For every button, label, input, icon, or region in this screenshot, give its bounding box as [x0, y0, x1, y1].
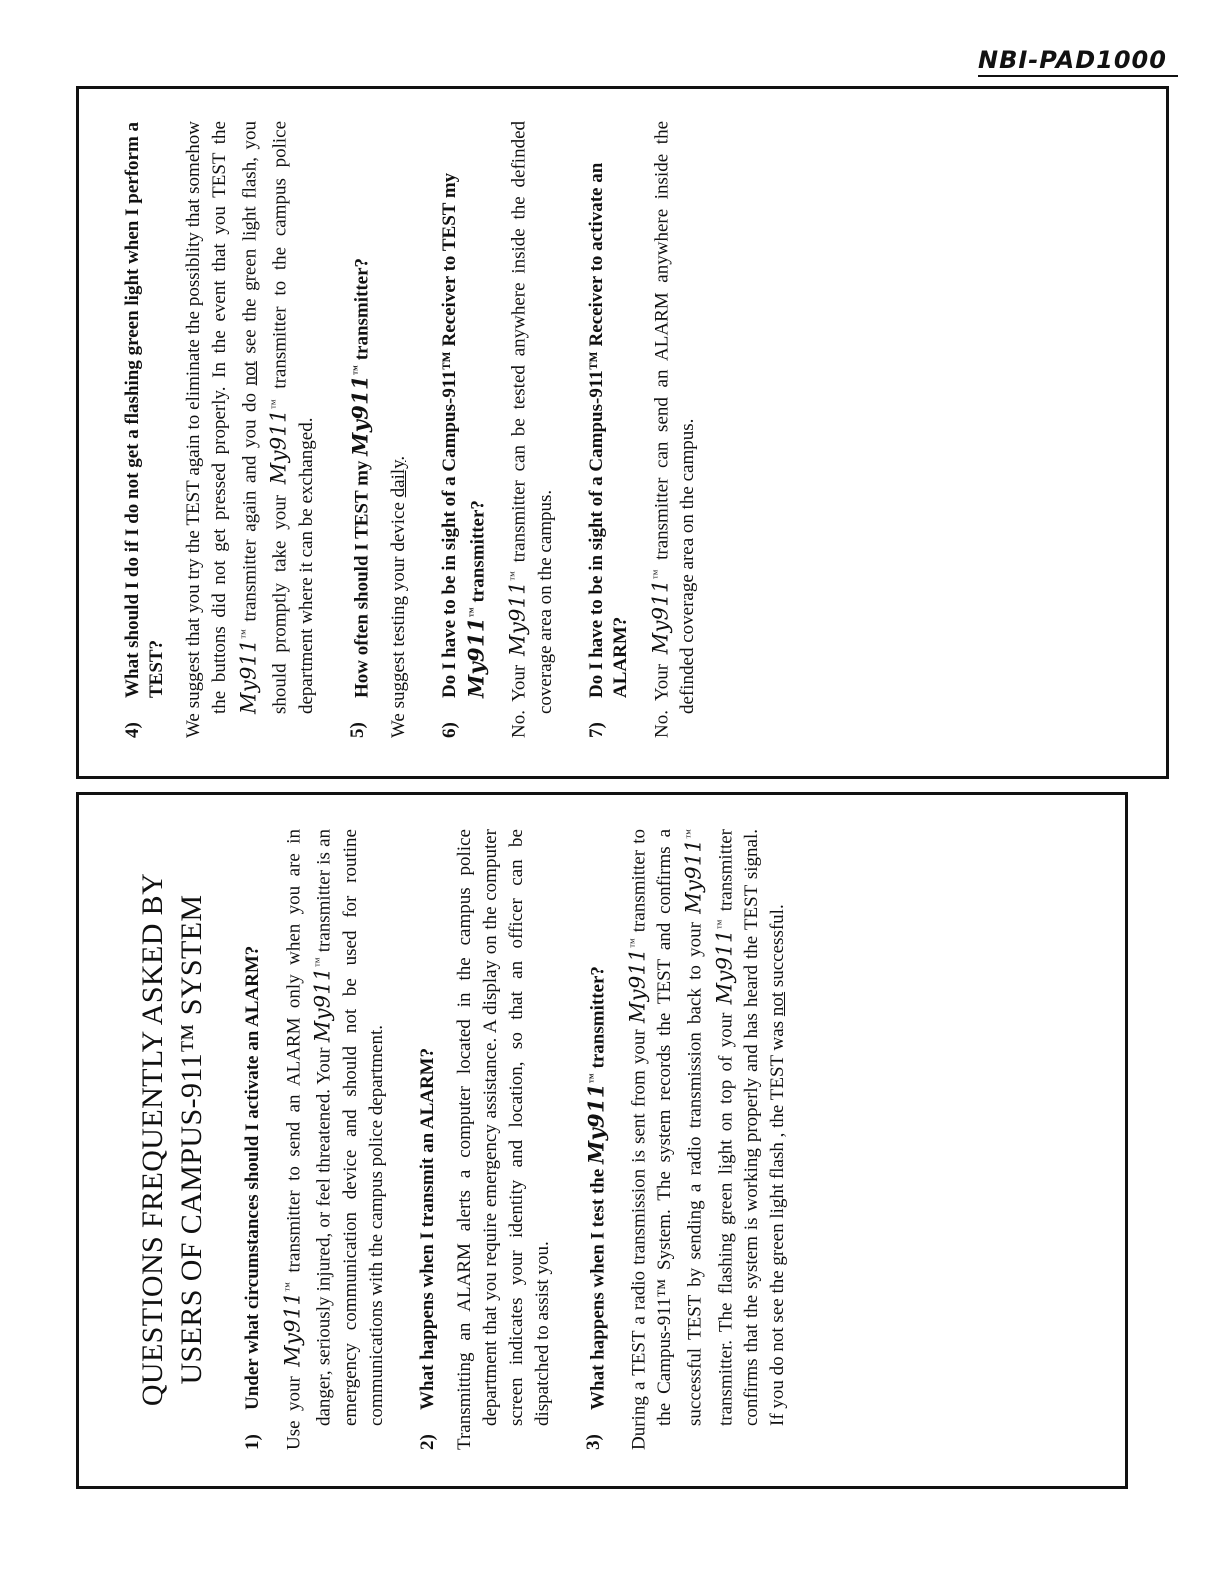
my911-logo: My911 — [463, 617, 489, 698]
trademark: ™ — [314, 957, 326, 968]
answer-text: transmitter again and you do — [239, 392, 261, 622]
my911-logo: My911 — [236, 639, 261, 714]
answer-4 — [181, 121, 320, 738]
trademark: ™ — [587, 1073, 599, 1084]
document-reference-number: NBI-PAD1000 — [978, 46, 1178, 77]
my911-logo: My911 — [582, 1083, 608, 1165]
answer-text: No. Your — [650, 663, 672, 738]
question-4 — [121, 121, 169, 738]
answer-2: Transmitting an ALARM alerts a computer located in the campus police department that you require emergency assistance. A display on the computer screen indicates your identity and location, so that an officer can be dispatched to assist you. — [453, 829, 553, 1450]
question-3 — [582, 829, 610, 1450]
trademark: ™ — [628, 938, 640, 949]
trademark: ™ — [685, 829, 697, 839]
question-number: 1) — [242, 1434, 263, 1450]
answer-text: transmitter confirms that the system is working properly and has heard the TEST signal. If you do not see the green light flash , the TEST was — [714, 828, 788, 1426]
question-text-part: transmitter? — [350, 257, 372, 361]
answer-text: transmitter can send an ALARM anywhere inside the definded coverage area on the campus. — [650, 120, 698, 714]
trademark: ™ — [715, 919, 727, 930]
question-text-part: transmitter? — [586, 966, 608, 1069]
trademark: ™ — [284, 1282, 295, 1292]
trademark: ™ — [351, 365, 363, 376]
my911-logo: My911 — [266, 409, 291, 485]
question-6 — [438, 121, 490, 738]
faq-title-line-2: USERS OF CAMPUS-911™ SYSTEM — [175, 894, 208, 1385]
answer-5 — [386, 121, 412, 738]
trademark: ™ — [467, 607, 479, 618]
question-text: What should I do if I do not get a flashing green light when I perform a TEST? — [122, 121, 167, 698]
answer-text: transmitter can be tested anywhere inside the definded coverage area on the campus. — [508, 121, 556, 714]
my911-logo: My911 — [711, 929, 736, 1005]
my911-logo: My911 — [346, 375, 372, 456]
faq-panel-right-content — [79, 89, 1166, 776]
question-text-part: transmitter? — [467, 500, 489, 603]
question-1 — [241, 829, 265, 1450]
question-text — [582, 829, 610, 1410]
trademark: ™ — [270, 399, 282, 410]
question-text — [438, 121, 490, 698]
my911-logo: My911 — [681, 838, 706, 914]
trademark: ™ — [651, 569, 663, 580]
my911-logo: My911 — [647, 579, 672, 655]
question-text: Under what circumstances should I activate an ALARM? — [242, 945, 263, 1410]
answer-6 — [502, 121, 558, 738]
faq-panel-left — [76, 792, 1128, 1489]
question-5 — [346, 121, 374, 738]
underlined-word: not — [766, 991, 788, 1017]
question-number: 5) — [346, 722, 368, 738]
my911-logo: My911 — [310, 967, 335, 1043]
question-number: 2) — [416, 1434, 438, 1450]
answer-text: We suggest testing your device — [387, 502, 409, 738]
question-text-part: What happens when I test the — [586, 1168, 608, 1410]
underlined-word: daily — [387, 460, 409, 498]
question-text-part: How often should I TEST my — [350, 460, 372, 698]
answer-text: transmitter to send an ALARM only when you are in danger, seriously injured, or feel threatened. Your — [283, 829, 335, 1426]
my911-logo: My911 — [505, 581, 530, 656]
question-7 — [585, 121, 633, 738]
faq-title-line-1: QUESTIONS FREQUENTLY ASKED BY — [136, 872, 169, 1407]
answer-text: transmitter to the Campus-911™ System. The system records the TEST and confirms a successful TEST by sending a radio transmission back to your — [628, 828, 706, 1426]
answer-text: transmitter is an emergency communication device and should not be used for routine communications with the campus police department. — [313, 828, 387, 1426]
faq-panel-right — [76, 86, 1169, 779]
faq-panel-left-content — [79, 795, 1125, 1486]
answer-text: transmitter to the campus police department where it can be exchanged. — [269, 120, 317, 714]
trademark: ™ — [509, 571, 521, 582]
question-2 — [416, 829, 440, 1450]
question-text: Do I have to be in sight of a Campus-911™ Receiver to activate an ALARM? — [585, 162, 631, 698]
answer-3 — [622, 829, 791, 1450]
trademark: ™ — [240, 629, 251, 640]
question-number: 7) — [585, 722, 607, 738]
answer-text: Use your — [283, 1376, 305, 1450]
answer-text: We suggest that you try the TEST again to eliminate the possiblity that somehow the buttons did not get pressed properly. In the event that you TEST the — [183, 121, 230, 738]
answer-text: . — [387, 455, 409, 461]
answer-text: transmitter. The flashing green light on top of your — [714, 1012, 736, 1426]
my911-logo: My911 — [280, 1291, 305, 1367]
faq-title — [133, 829, 211, 1450]
question-text — [346, 121, 374, 698]
underlined-word: not — [239, 361, 261, 386]
question-number: 6) — [438, 722, 460, 738]
answer-1 — [277, 829, 390, 1450]
question-text-part: Do I have to be in sight of a Campus-911™ Receiver to TEST my — [438, 172, 460, 698]
answer-text: During a TEST a radio transmission is sent from your — [628, 1029, 650, 1450]
answer-text: No. Your — [508, 664, 530, 738]
my911-logo: My911 — [625, 948, 650, 1024]
answer-text: see the green light flash, you should promptly take your — [239, 120, 291, 714]
answer-text: successful. — [766, 904, 788, 988]
answer-7 — [645, 121, 701, 738]
question-text: What happens when I transmit an ALARM? — [416, 1047, 438, 1410]
question-number: 3) — [582, 1434, 604, 1450]
question-number: 4) — [122, 722, 143, 738]
